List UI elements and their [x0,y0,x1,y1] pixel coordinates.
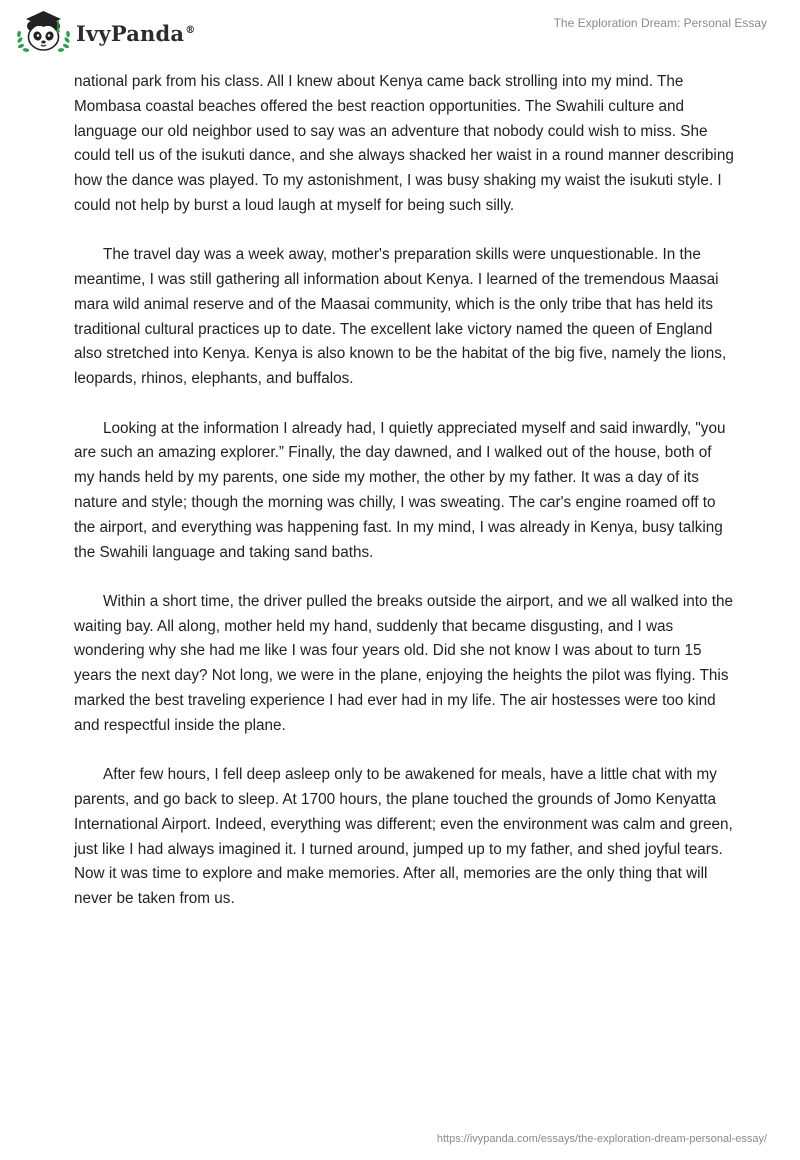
registered-mark: ® [185,24,196,36]
essay-paragraph: national park from his class. All I knew about Kenya came back strolling into my mind. The Mombasa coastal beaches offered the best reaction opportunities. The Swahili culture and language our old neighbor used to say was an adventure that nobody could wish to miss. She could tell us of the isukuti dance, and she always shacked her waist in a round manner describing how the dance was played. To my astonishment, I was busy shaking my waist the isukuti style. I could not help by burst a loud laugh at myself for being such silly. [74,73,734,214]
essay-paragraph: The travel day was a week away, mother's preparation skills were unquestionable. In the meantime, I was still gathering all information about Kenya. I learned of the tremendous Maasai mara wild animal reserve and of the Maasai community, which is the only tribe that has held its traditional cultural practices up to date. The excellent lake victory named the queen of England also stretched into Kenya. Kenya is also known to be the habitat of the big five, namely the lions, leopards, rhinos, elephants, and buffalos. [74,246,727,388]
essay-paragraph: After few hours, I fell deep asleep only to be awakened for meals, have a little chat with my parents, and go back to sleep. At 1700 hours, the plane touched the grounds of Jomo Kenyatta International Airport. Indeed, everything was different; even the environment was calm and green, just like I had always imagined it. I turned around, jumped up to my father, and shed joyful tears. Now it was time to explore and make memories. After all, memories are the only thing that will never be taken from us. [74,766,733,908]
source-url[interactable]: https://ivypanda.com/essays/the-exploration-dream-personal-essay/ [436,1133,767,1145]
panda-graduate-icon [14,8,74,56]
essay-paragraph: Looking at the information I already had, I quietly appreciated myself and said inwardly, "you are such an amazing explorer.” Finally, the day dawned, and I walked out of the house, both of my hands held by my parents, one side my mother, the other by my father. It was a day of its nature and style; though the morning was chilly, I was sweating. The car's engine roamed off to the airport, and everything was happening fast. In my mind, I was already in Kenya, busy talking the Swahili language and taking sand baths. [74,419,726,561]
brand-name: IvyPanda® [76,20,196,46]
ivypanda-logo[interactable] [14,8,195,56]
page-header [0,0,800,64]
essay-paragraph: Within a short time, the driver pulled the breaks outside the airport, and we all walked into the waiting bay. All along, mother held my hand, suddenly that became disgusting, and I was wondering why she had me like I was four years old. Did she not know I was about to turn 15 years the next day? Not long, we were in the plane, enjoying the heights the pilot was flying. This marked the best traveling experience I had ever had in my life. The air hostesses were too kind and respectful inside the plane. [74,592,734,734]
document-title: The Exploration Dream: Personal Essay [553,16,767,30]
essay-body [74,70,734,936]
